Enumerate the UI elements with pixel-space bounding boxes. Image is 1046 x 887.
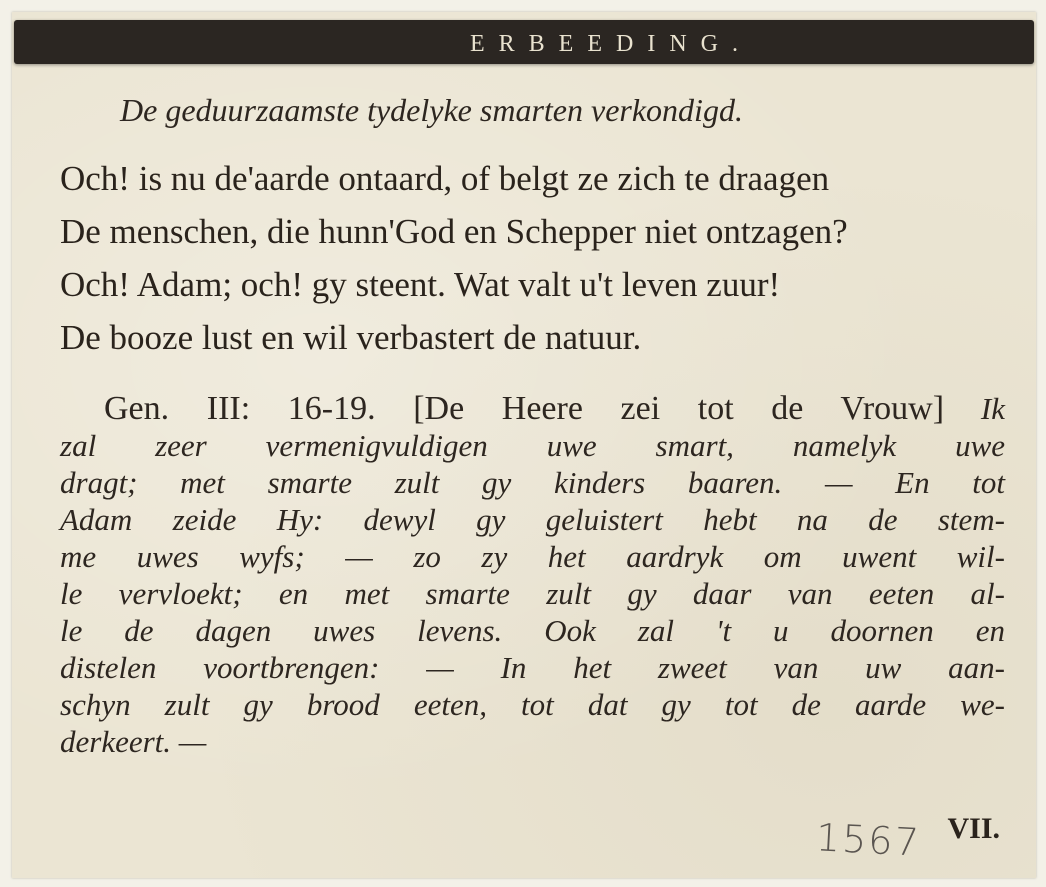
- verse-line: Och! Adam; och! gy steent. Wat valt u't leven zuur!: [60, 265, 781, 304]
- handwritten-inventory-number: 1567: [814, 815, 922, 865]
- scripture-reference: Gen. III: 16-19. [De Heere zei tot de Vrouw]: [104, 390, 945, 427]
- passage-line: distelen voortbrengen: — In het zweet van uw aan-: [60, 650, 1005, 685]
- passage-line: dragt; met smarte zult gy kinders baaren. — En tot: [60, 465, 1005, 500]
- passage-line: [60, 390, 1005, 427]
- passage-line: derkeert. —: [60, 724, 207, 759]
- passage-line: schyn zult gy brood eeten, tot dat gy tot de aarde we-: [60, 687, 1005, 722]
- scripture-passage: [60, 390, 1005, 760]
- passage-text: Ik: [980, 391, 1006, 426]
- passage-line: le de dagen uwes levens. Ook zal 't u doornen en: [60, 613, 1005, 648]
- running-title: ERBEEDING.: [470, 31, 752, 57]
- verse-line: De menschen, die hunn'God en Schepper niet ontzagen?: [60, 212, 848, 251]
- passage-line: Adam zeide Hy: dewyl gy geluistert hebt na de stem-: [60, 502, 1005, 537]
- passage-line: me uwes wyfs; — zo zy het aardryk om uwent wil-: [60, 539, 1005, 574]
- verse-line: De booze lust en wil verbastert de natuur.: [60, 318, 642, 357]
- page-signature-mark: VII.: [947, 812, 1000, 845]
- passage-line: zal zeer vermenigvuldigen uwe smart, namelyk uwe: [60, 428, 1005, 463]
- section-subtitle: De geduurzaamste tydelyke smarten verkondigd.: [120, 92, 743, 128]
- verse-line: Och! is nu de'aarde ontaard, of belgt ze zich te draagen: [60, 159, 830, 198]
- passage-line: le vervloekt; en met smarte zult gy daar van eeten al-: [60, 576, 1005, 611]
- verse-block: [60, 152, 1010, 364]
